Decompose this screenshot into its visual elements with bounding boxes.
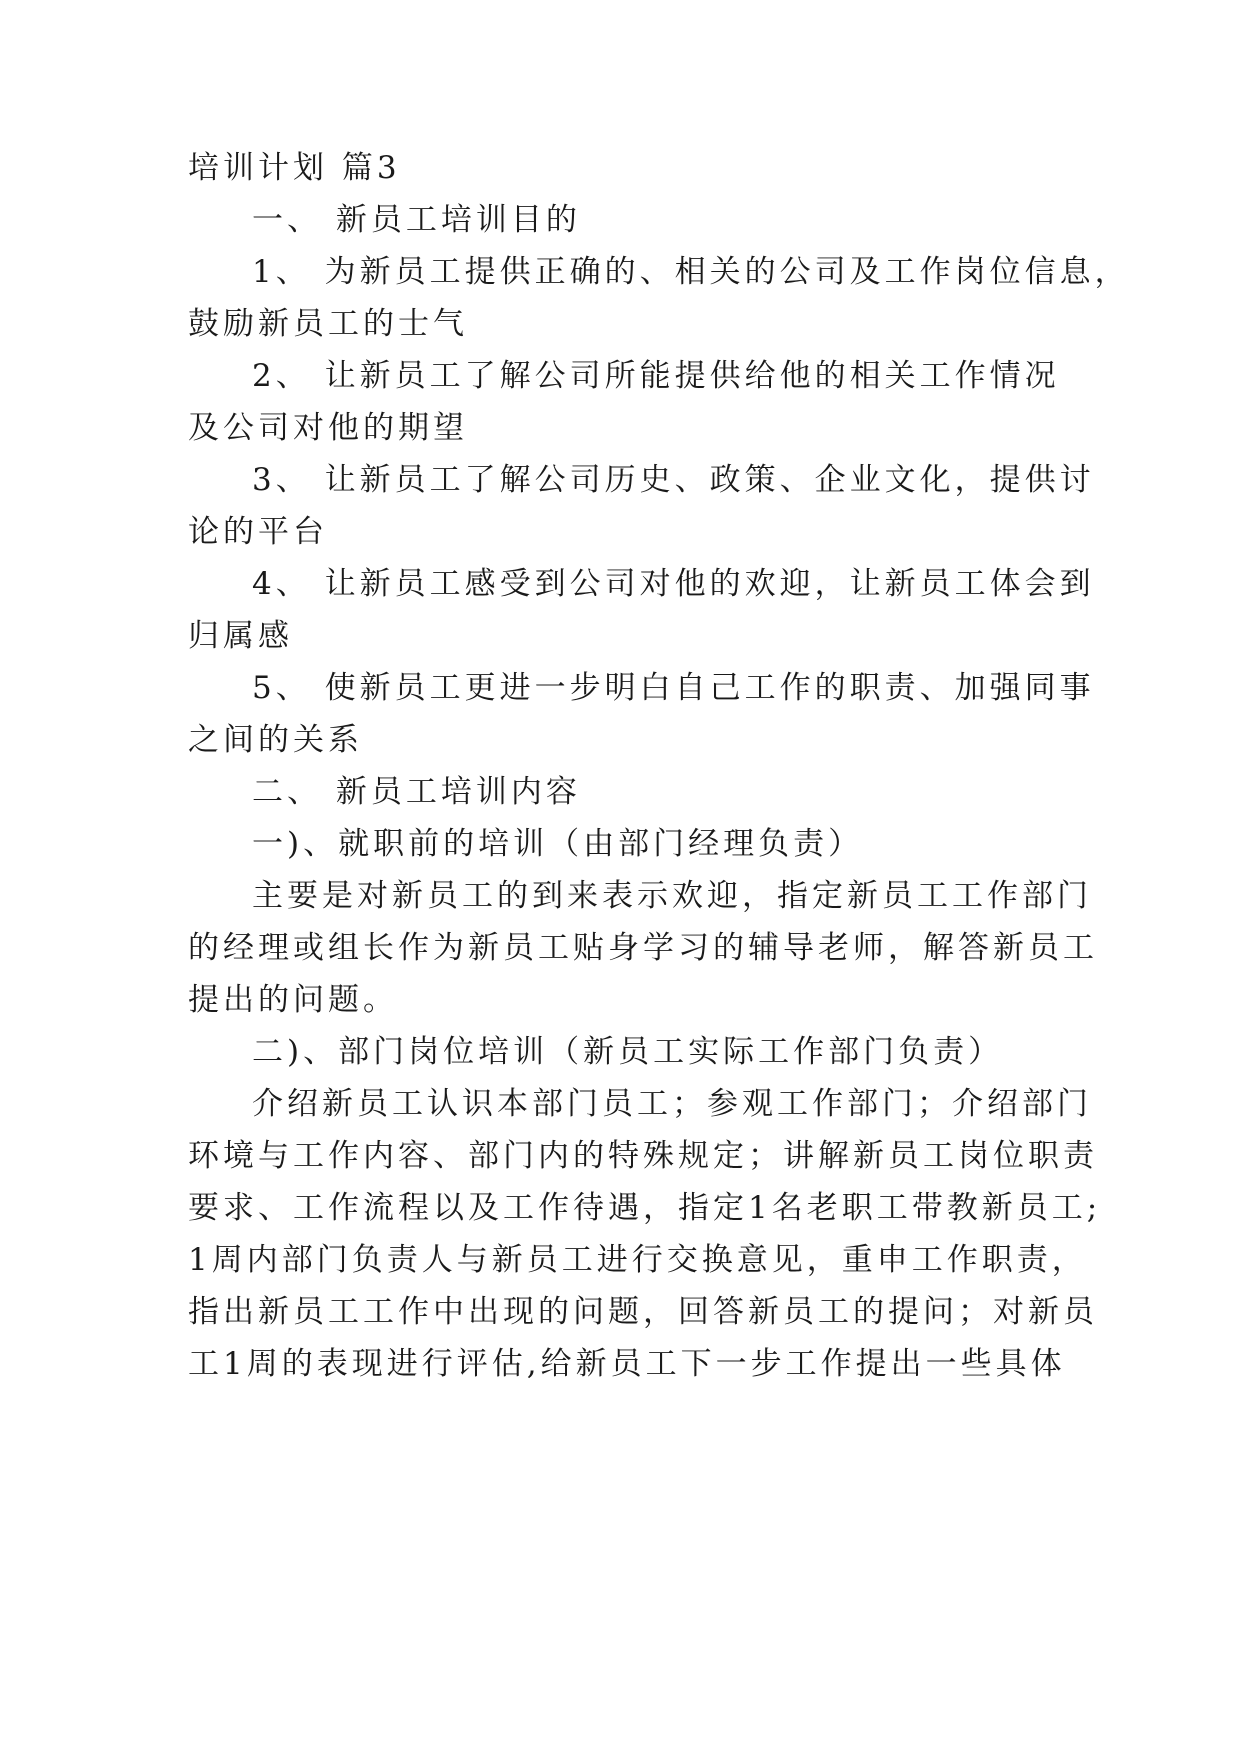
paragraph-2-line-4: 1周内部门负责人与新员工进行交换意见，重申工作职责， — [188, 1242, 1087, 1278]
list-item-5: 5、 使新员工更进一步明白自己工作的职责、加强同事 — [252, 670, 1095, 706]
paragraph-1-line-2: 的经理或组长作为新员工贴身学习的辅导老师，解答新员工 — [188, 930, 1098, 966]
section-heading-2: 二、 新员工培训内容 — [252, 774, 581, 810]
list-item-3: 3、 让新员工了解公司历史、政策、企业文化，提供讨 — [252, 462, 1095, 498]
paragraph-2-line-3: 要求、工作流程以及工作待遇，指定1名老职工带教新员工; — [188, 1190, 1102, 1226]
list-item-2-cont: 及公司对他的期望 — [188, 410, 468, 446]
paragraph-2-line-6: 工1周的表现进行评估,给新员工下一步工作提出一些具体 — [188, 1346, 1066, 1382]
list-item-1-cont: 鼓励新员工的士气 — [188, 306, 468, 342]
list-item-2: 2、 让新员工了解公司所能提供给他的相关工作情况 — [252, 358, 1060, 394]
paragraph-1-line-1: 主要是对新员工的到来表示欢迎，指定新员工工作部门 — [252, 878, 1092, 914]
paragraph-2-line-2: 环境与工作内容、部门内的特殊规定；讲解新员工岗位职责 — [188, 1138, 1098, 1174]
paragraph-2-line-5: 指出新员工工作中出现的问题，回答新员工的提问；对新员 — [188, 1294, 1098, 1330]
subsection-heading-2: 二)、部门岗位培训（新员工实际工作部门负责） — [252, 1034, 1004, 1070]
document-title: 培训计划 篇3 — [188, 150, 401, 186]
list-item-4-cont: 归属感 — [188, 618, 293, 654]
paragraph-2-line-1: 介绍新员工认识本部门员工；参观工作部门；介绍部门 — [252, 1086, 1092, 1122]
list-item-1: 1、 为新员工提供正确的、相关的公司及工作岗位信息， — [252, 254, 1130, 290]
list-item-4: 4、 让新员工感受到公司对他的欢迎，让新员工体会到 — [252, 566, 1095, 602]
paragraph-1-line-3: 提出的问题。 — [188, 982, 398, 1018]
list-item-5-cont: 之间的关系 — [188, 722, 363, 758]
list-item-3-cont: 论的平台 — [188, 514, 328, 550]
subsection-heading-1: 一)、就职前的培训（由部门经理负责） — [252, 826, 864, 862]
section-heading-1: 一、 新员工培训目的 — [252, 202, 581, 238]
